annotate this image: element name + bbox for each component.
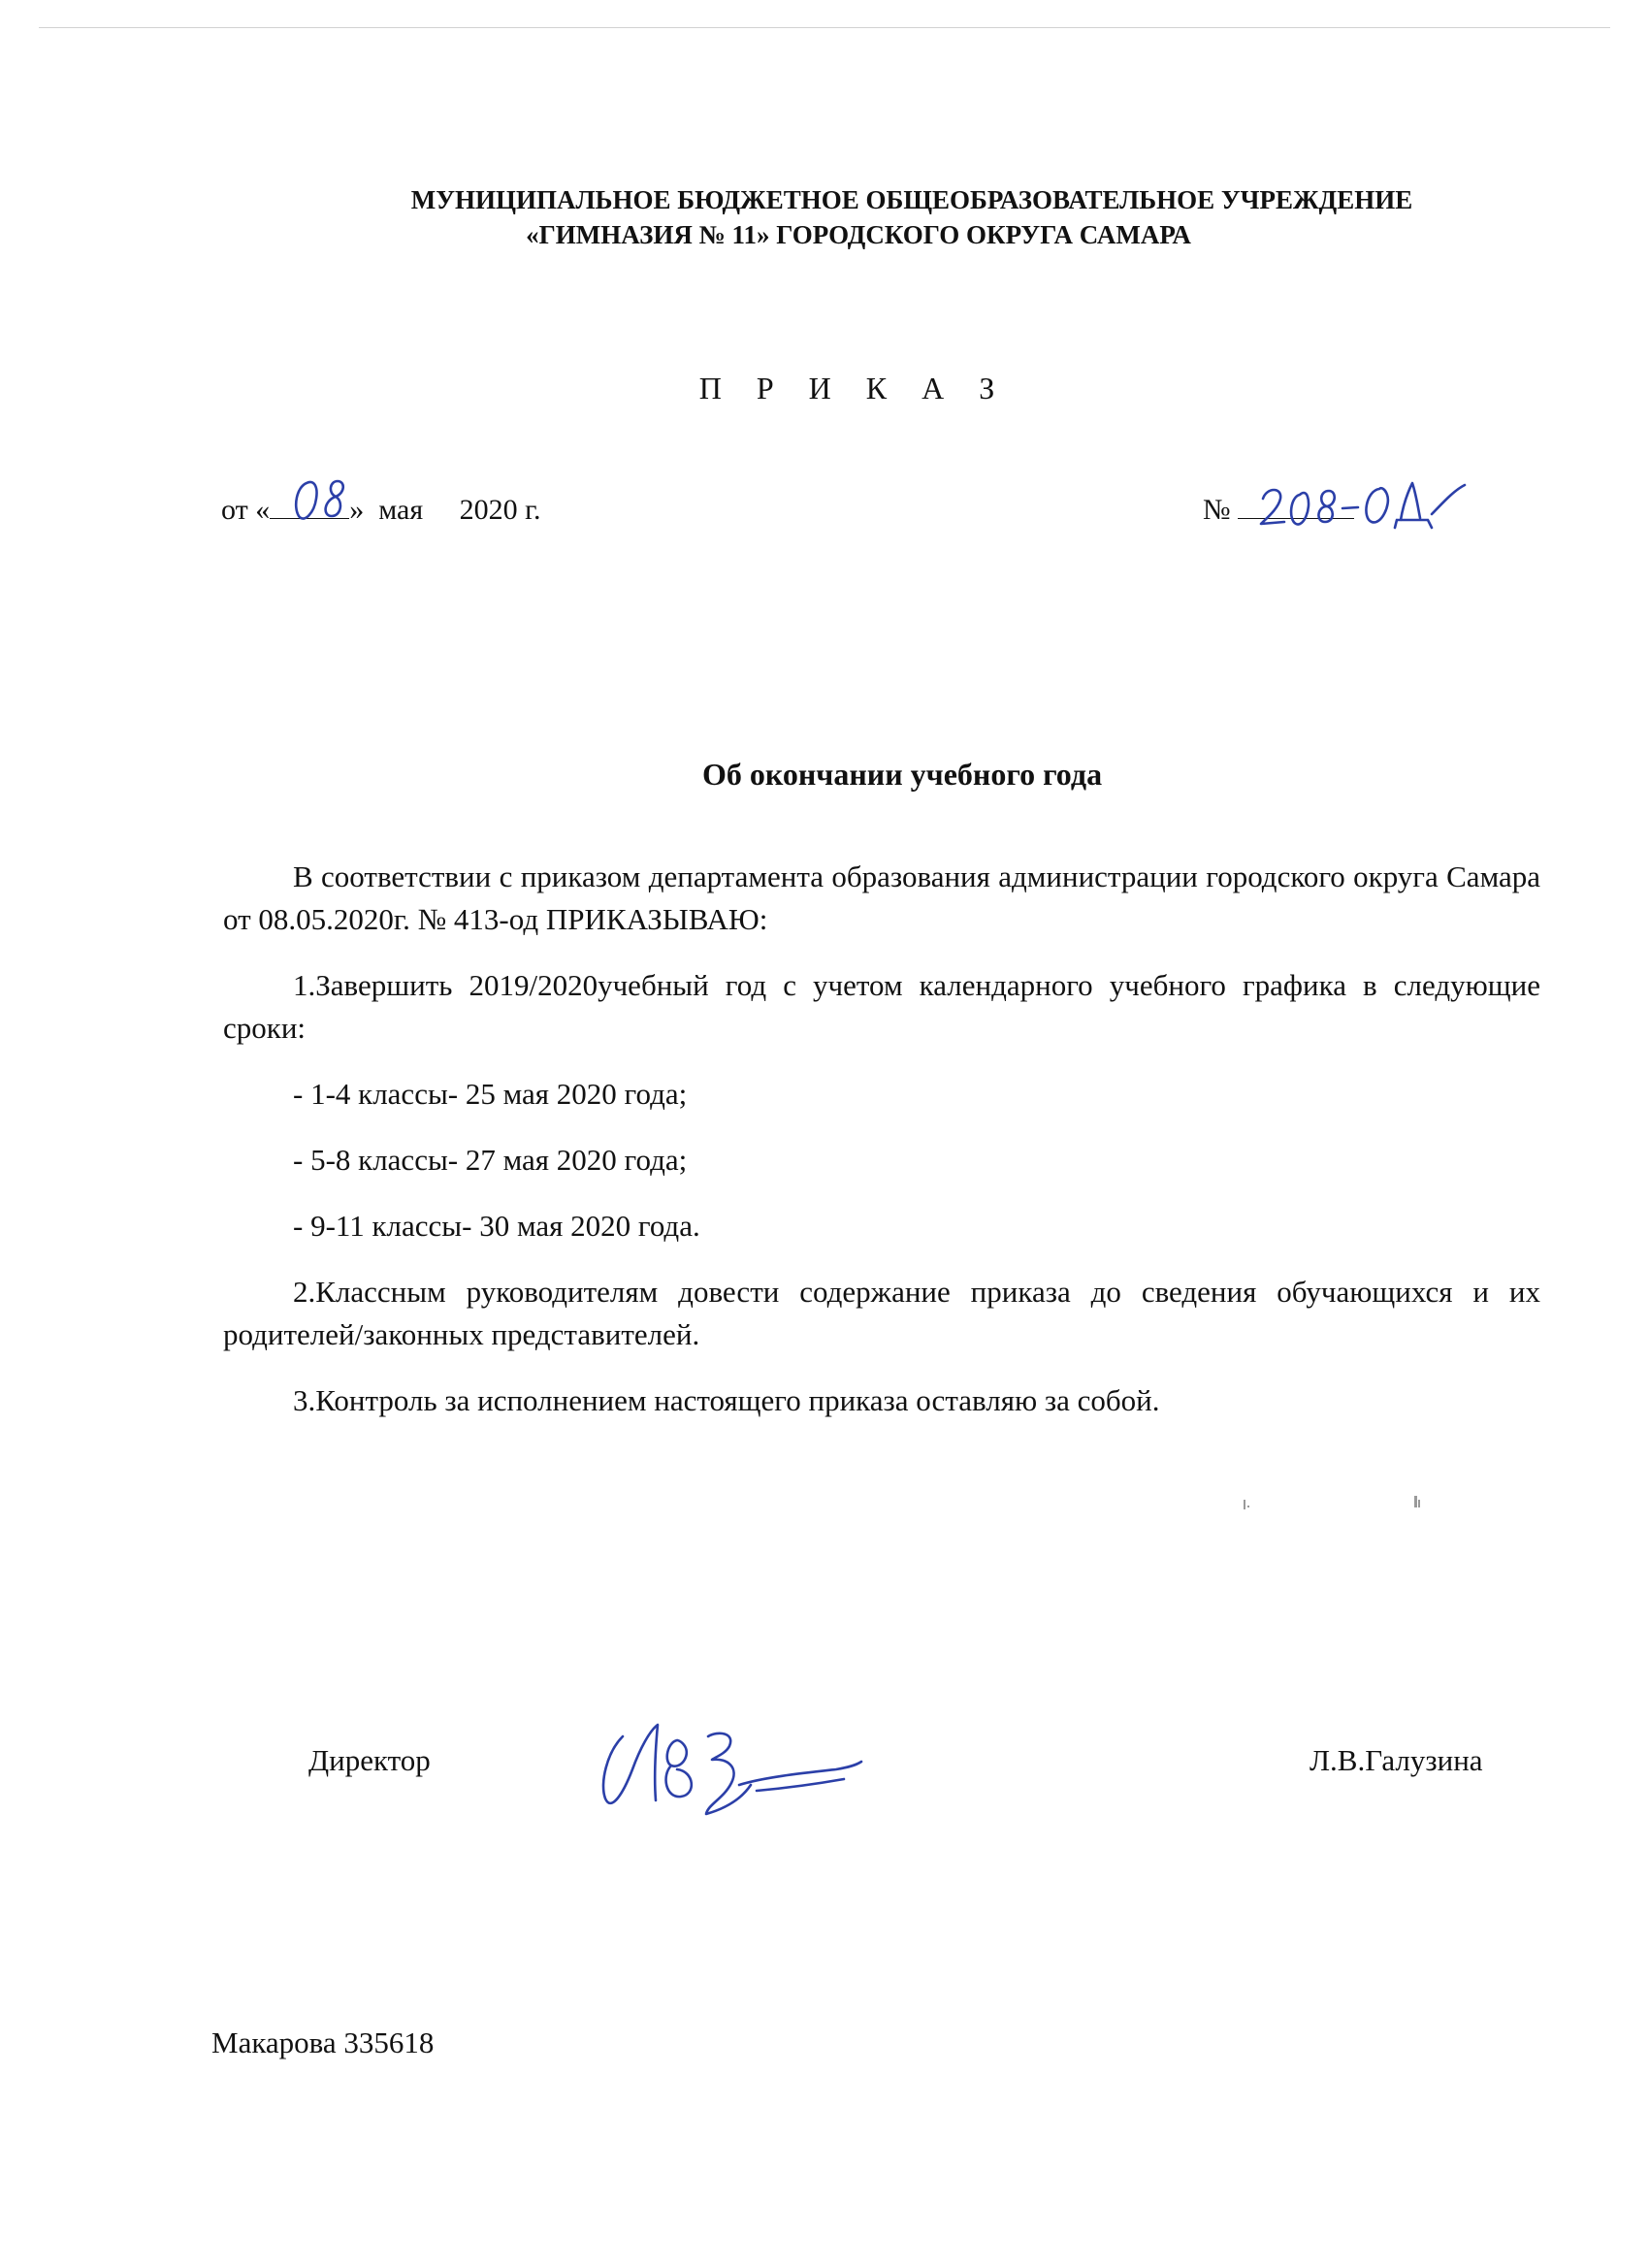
institution-name-line-2: «ГИМНАЗИЯ № 11» ГОРОДСКОГО ОКРУГА САМАРА [526,220,1191,249]
scan-specks [1232,1492,1445,1531]
paragraph-item-3: 3.Контроль за исполнением настоящего приказа оставляю за собой. [293,1383,1160,1417]
institution-header [0,182,1649,252]
institution-name-line-1: МУНИЦИПАЛЬНОЕ БЮДЖЕТНОЕ ОБЩЕОБРАЗОВАТЕЛЬНОЕ УЧРЕЖДЕНИЕ [410,185,1413,214]
signatory-role: Директор [308,1743,431,1777]
signatory-name: Л.В.Галузина [1310,1743,1483,1777]
date-prefix: от « [221,494,271,526]
date-year: 2020 г. [459,494,541,526]
handwritten-day-08 [291,473,369,532]
date-month: мая [378,494,424,526]
paragraph-item-2: 2.Классным руководителям довести содержание приказа до сведения обучающихся и их родителей/законных представителей. [223,1275,1540,1351]
order-title: Об окончании учебного года [701,757,1103,792]
executor-contact: Макарова 335618 [211,2025,435,2059]
date-close-quote: » [349,494,365,526]
director-signature [594,1698,875,1833]
schedule-grades-9-11: - 9-11 классы- 30 мая 2020 года. [293,1209,700,1243]
number-prefix: № [1203,494,1231,526]
paragraph-item-1: 1.Завершить 2019/2020учебный год с учетом календарного учебного графика в следующие сроки: [223,968,1540,1045]
schedule-grades-1-4: - 1-4 классы- 25 мая 2020 года; [293,1077,688,1111]
order-date [221,493,541,527]
order-body [223,856,1540,1445]
paragraph-preamble: В соответствии с приказом департамента образования администрации городского округа Самара от 08.05.2020г. № 413-од ПРИКАЗЫВАЮ: [223,859,1540,936]
schedule-grades-5-8: - 5-8 классы- 27 мая 2020 года; [293,1143,688,1177]
document-kind: П Р И К А З [698,371,1009,405]
scan-top-edge [39,27,1610,28]
handwritten-number-208-od [1257,475,1471,543]
